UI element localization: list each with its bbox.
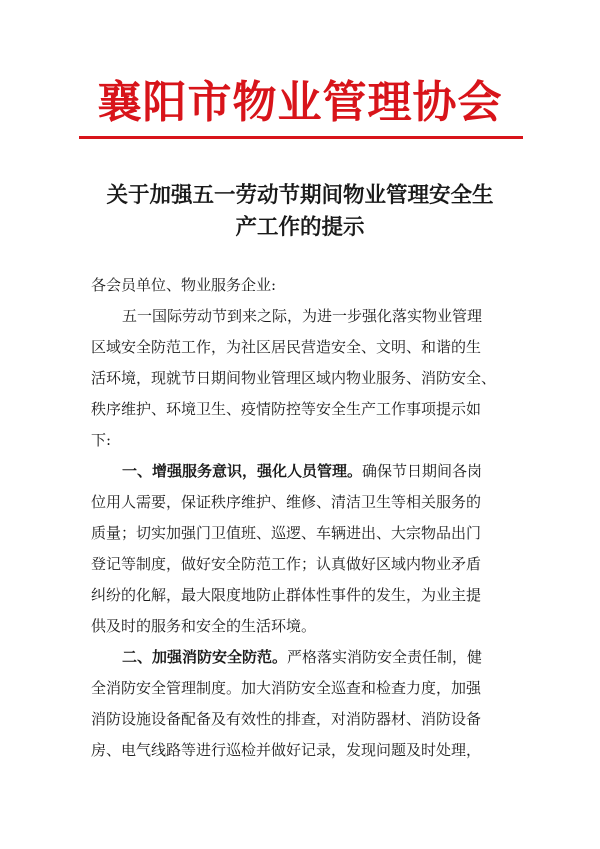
- intro-line: 活环境，现就节日期间物业管理区域内物业服务、消防安全、: [91, 369, 497, 387]
- header-red-rule: [79, 136, 523, 139]
- section-1-line: 供及时的服务和安全的生活环境。: [91, 617, 317, 635]
- section-2-line: 房、电气线路等进行巡检并做好记录，发现问题及时处理，: [91, 741, 482, 759]
- section-1-heading: 一、增强服务意识，强化人员管理。: [122, 462, 363, 480]
- section-1-first-line-text: 确保节日期间各岗: [362, 462, 483, 480]
- section-2-line: 全消防安全管理制度。加大消防安全巡查和检查力度，加强: [91, 679, 482, 697]
- section-1-first-line: [91, 456, 516, 487]
- intro-line: 下:: [91, 431, 112, 449]
- section-2-line: 消防设施设备配备及有效性的排查，对消防器材、消防设备: [91, 710, 482, 728]
- section-1-line: 纠纷的化解，最大限度地防止群体性事件的发生，为业主提: [91, 586, 482, 604]
- section-1-line: 位用人需要，保证秩序维护、维修、清洁卫生等相关服务的: [91, 493, 482, 511]
- organization-header: 襄阳市物业管理协会: [97, 77, 503, 128]
- salutation: 各会员单位、物业服务企业:: [91, 276, 277, 294]
- section-1-line: 登记等制度，做好安全防范工作；认真做好区域内物业矛盾: [91, 555, 482, 573]
- section-2-first-line-text: 严格落实消防安全责任制，健: [287, 648, 483, 666]
- intro-line: 区域安全防范工作，为社区居民营造安全、文明、和谐的生: [91, 338, 482, 356]
- intro-line: 五一国际劳动节到来之际，为进一步强化落实物业管理: [122, 307, 483, 325]
- document-title: [80, 180, 520, 244]
- intro-line: 秩序维护、环境卫生、疫情防控等安全生产工作事项提示如: [91, 400, 482, 418]
- section-2-first-line: [91, 642, 516, 673]
- document-body: [91, 270, 516, 766]
- title-line-1: 关于加强五一劳动节期间物业管理安全生: [106, 183, 494, 208]
- section-2-heading: 二、加强消防安全防范。: [122, 648, 288, 666]
- section-1-line: 质量；切实加强门卫值班、巡逻、车辆进出、大宗物品出门: [91, 524, 482, 542]
- title-line-2: 产工作的提示: [235, 215, 365, 240]
